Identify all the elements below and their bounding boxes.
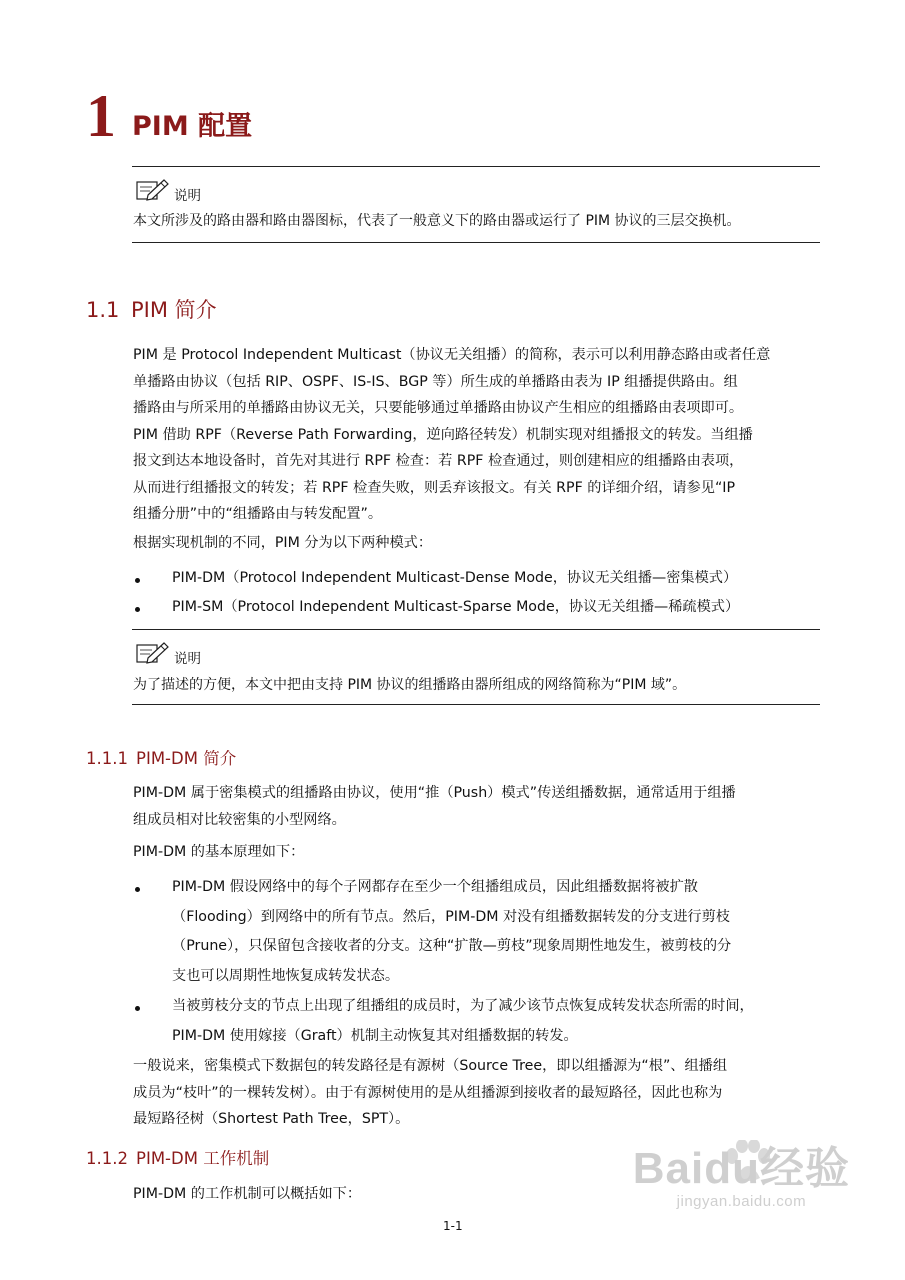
section-heading-1-1: [86, 296, 217, 324]
note-bottom-rule: [132, 704, 820, 705]
text-line: PIM-SM（Protocol Independent Multicast-Sparse Mode，协议无关组播—稀疏模式）: [172, 599, 740, 615]
text-line: （Flooding）到网络中的所有节点。然后，PIM-DM 对没有组播数据转发的分支进行剪枝: [172, 908, 730, 925]
paragraph-pim-intro: [133, 342, 820, 528]
section-heading-1-1-2: [86, 1148, 269, 1170]
bullet-icon: [135, 578, 140, 583]
text-line: PIM-DM 属于密集模式的组播路由协议，使用“推（Push）模式”传送组播数据，通常适用于组播: [133, 785, 736, 801]
text-line: PIM-DM 使用嫁接（Graft）机制主动恢复其对组播数据的转发。: [172, 1027, 578, 1044]
text-line: 组成员相对比较密集的小型网络。: [133, 811, 346, 828]
note-label: 说明: [174, 651, 201, 667]
note-pencil-icon: [136, 177, 170, 203]
page-number: 1-1: [443, 1219, 463, 1233]
text-line: PIM 是 Protocol Independent Multicast（协议无关组播）的简称，表示可以利用静态路由或者任意: [133, 347, 771, 363]
chapter-number: 1: [86, 83, 116, 149]
section-number: 1.1.1: [86, 749, 128, 768]
text-line: 报文到达本地设备时，首先对其进行 RPF 检查：若 RPF 检查通过，则创建相应的组播路由表项，: [133, 453, 744, 469]
section-number: 1.1.2: [86, 1149, 128, 1168]
section-title: PIM-DM 简介: [136, 749, 237, 768]
note-text: 为了描述的方便，本文中把由支持 PIM 协议的组播路由器所组成的网络简称为“PIM 域”。: [133, 677, 687, 693]
text-line: 成员为“枝叶”的一棵转发树）。由于有源树使用的是从组播源到接收者的最短路径，因此也称为: [133, 1084, 723, 1101]
bullet-icon: [135, 1006, 140, 1011]
watermark-brand: Baidu经验: [632, 1144, 850, 1193]
paragraph-source-tree: [133, 1053, 820, 1133]
section-title: PIM-DM 工作机制: [136, 1149, 270, 1168]
text-line: PIM-DM 的工作机制可以概括如下：: [133, 1186, 362, 1202]
note-label: 说明: [174, 188, 201, 204]
text-line: 根据实现机制的不同，PIM 分为以下两种模式：: [133, 535, 433, 551]
bullet-pim-dm: [172, 564, 820, 594]
bullet-pim-sm: [172, 593, 820, 623]
section-number: 1.1: [86, 298, 120, 322]
text-line: （Prune），只保留包含接收者的分支。这种“扩散—剪枝”现象周期性地发生，被剪枝的分: [172, 938, 732, 954]
watermark-url: jingyan.baidu.com: [676, 1193, 807, 1210]
text-line: 单播路由协议（包括 RIP、OSPF、IS-IS、BGP 等）所生成的单播路由表为 IP 组播提供路由。组: [133, 373, 738, 390]
text-line: 最短路径树（Shortest Path Tree，SPT）。: [133, 1111, 410, 1127]
paragraph-pim-dm-intro: [133, 780, 820, 833]
text-line: 当被剪枝分支的节点上出现了组播组的成员时，为了减少该节点恢复成转发状态所需的时间，: [172, 998, 754, 1014]
paragraph-pim-modes: [133, 530, 820, 557]
bullet-flooding: [172, 873, 820, 991]
text-line: PIM 借助 RPF（Reverse Path Forwarding，逆向路径转发）机制实现对组播报文的转发。当组播: [133, 426, 753, 443]
text-line: 一般说来，密集模式下数据包的转发路径是有源树（Source Tree，即以组播源为“根”、组播组: [133, 1058, 728, 1074]
paragraph-pim-dm-principle: [133, 839, 820, 866]
text-line: PIM-DM 的基本原理如下：: [133, 844, 305, 860]
text-line: 从而进行组播报文的转发；若 RPF 检查失败，则丢弃该报文。有关 RPF 的详细介绍，请参见“IP: [133, 479, 736, 496]
note-top-rule: [132, 629, 820, 630]
text-line: 组播分册”中的“组播路由与转发配置”。: [133, 506, 383, 522]
note-text: 本文所涉及的路由器和路由器图标，代表了一般意义下的路由器或运行了 PIM 协议的三层交换机。: [133, 213, 741, 229]
chapter-title: PIM 配置: [132, 111, 253, 142]
note-top-rule: [132, 166, 820, 167]
bullet-graft: [172, 992, 820, 1051]
section-title: PIM 简介: [131, 298, 217, 322]
bullet-icon: [135, 887, 140, 892]
watermark: [633, 1145, 850, 1211]
note-pencil-icon: [136, 640, 170, 666]
section-heading-1-1-1: [86, 748, 236, 770]
bullet-icon: [135, 607, 140, 612]
text-line: PIM-DM（Protocol Independent Multicast-Dense Mode，协议无关组播—密集模式）: [172, 570, 738, 586]
text-line: 支也可以周期性地恢复成转发状态。: [172, 967, 400, 984]
text-line: 播路由与所采用的单播路由协议无关，只要能够通过单播路由协议产生相应的组播路由表项即可。: [133, 400, 744, 416]
note-bottom-rule: [132, 242, 820, 243]
text-line: PIM-DM 假设网络中的每个子网都存在至少一个组播组成员，因此组播数据将被扩散: [172, 879, 698, 895]
